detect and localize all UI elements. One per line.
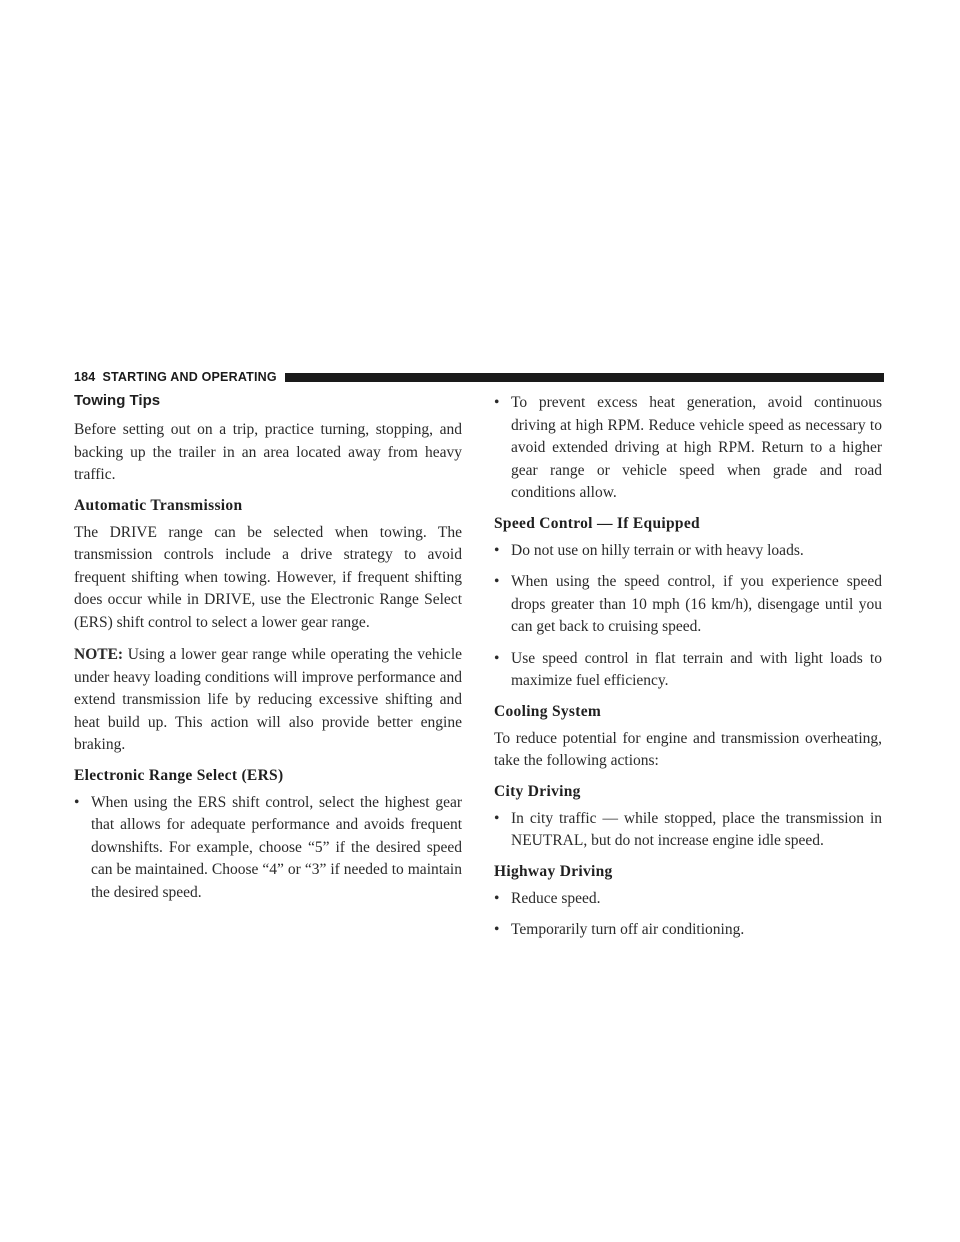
automatic-transmission-heading: Automatic Transmission bbox=[74, 496, 243, 514]
list-item: • Temporarily turn off air conditioning. bbox=[494, 919, 882, 942]
ers-list bbox=[74, 792, 462, 905]
list-item: • When using the ERS shift control, select the highest gear that allows for adequate performance and avoids frequent downshifts. For example, choose “5” if the desired speed can be maintained. Choose “4” or “3” if needed to maintain the desired speed. bbox=[74, 793, 462, 901]
bullet-icon: • bbox=[494, 649, 500, 667]
cooling-system-heading: Cooling System bbox=[494, 702, 602, 720]
rpm-list bbox=[494, 392, 882, 505]
ers-heading: Electronic Range Select (ERS) bbox=[74, 766, 284, 784]
towing-tips-heading: Towing Tips bbox=[74, 392, 161, 409]
list-item: • Reduce speed. bbox=[494, 888, 882, 911]
speed-control-list bbox=[494, 540, 882, 693]
page-number: 184 bbox=[74, 370, 96, 384]
automatic-transmission-paragraph: The DRIVE range can be selected when towing. The transmission controls include a drive strategy to avoid frequent shifting when towing. However, if frequent shifting does occur while in DRIVE, use the Electronic Range Select (ERS) shift control to select a lower gear range. bbox=[74, 523, 462, 631]
city-driving-list bbox=[494, 808, 882, 853]
bullet-icon: • bbox=[494, 394, 500, 411]
bullet-icon: • bbox=[74, 793, 80, 811]
list-item: • When using the speed control, if you experience speed drops greater than 10 mph (16 km/h), disengage until you can get back to cruising speed. bbox=[494, 573, 882, 635]
left-column bbox=[74, 392, 462, 914]
note-paragraph bbox=[74, 644, 462, 757]
list-item: • To prevent excess heat generation, avoid continuous driving at high RPM. Reduce vehicle speed as necessary to avoid extended driving at high RPM. Return to a higher gear range or vehicle speed when grade and road conditions allow. bbox=[494, 394, 882, 501]
bullet-icon: • bbox=[494, 921, 500, 938]
intro-paragraph: Before setting out on a trip, practice turning, stopping, and backing up the trailer in an area located away from heavy traffic. bbox=[74, 421, 462, 483]
note-label: NOTE: bbox=[74, 646, 124, 663]
cooling-system-paragraph: To reduce potential for engine and transmission overheating, take the following actions: bbox=[494, 729, 882, 769]
bullet-icon: • bbox=[494, 573, 500, 590]
bullet-icon: • bbox=[494, 541, 500, 559]
speed-control-heading: Speed Control — If Equipped bbox=[494, 514, 700, 532]
bullet-icon: • bbox=[494, 889, 500, 907]
list-item: • Do not use on hilly terrain or with heavy loads. bbox=[494, 540, 882, 563]
bullet-icon: • bbox=[494, 809, 500, 827]
header-rule bbox=[285, 373, 884, 382]
section-title: STARTING AND OPERATING bbox=[102, 370, 277, 384]
highway-driving-heading: Highway Driving bbox=[494, 862, 613, 880]
list-item: • In city traffic — while stopped, place the transmission in NEUTRAL, but do not increase engine idle speed. bbox=[494, 809, 882, 849]
city-driving-heading: City Driving bbox=[494, 782, 581, 800]
note-body: Using a lower gear range while operating the vehicle under heavy loading conditions will improve performance and extend transmission life by reducing excessive shifting and heat build up. This action will also provide better engine braking. bbox=[74, 646, 462, 753]
page-header bbox=[74, 369, 884, 385]
right-column bbox=[494, 392, 882, 952]
list-item: • Use speed control in flat terrain and with light loads to maximize fuel efficiency. bbox=[494, 649, 882, 689]
highway-driving-list bbox=[494, 888, 882, 942]
